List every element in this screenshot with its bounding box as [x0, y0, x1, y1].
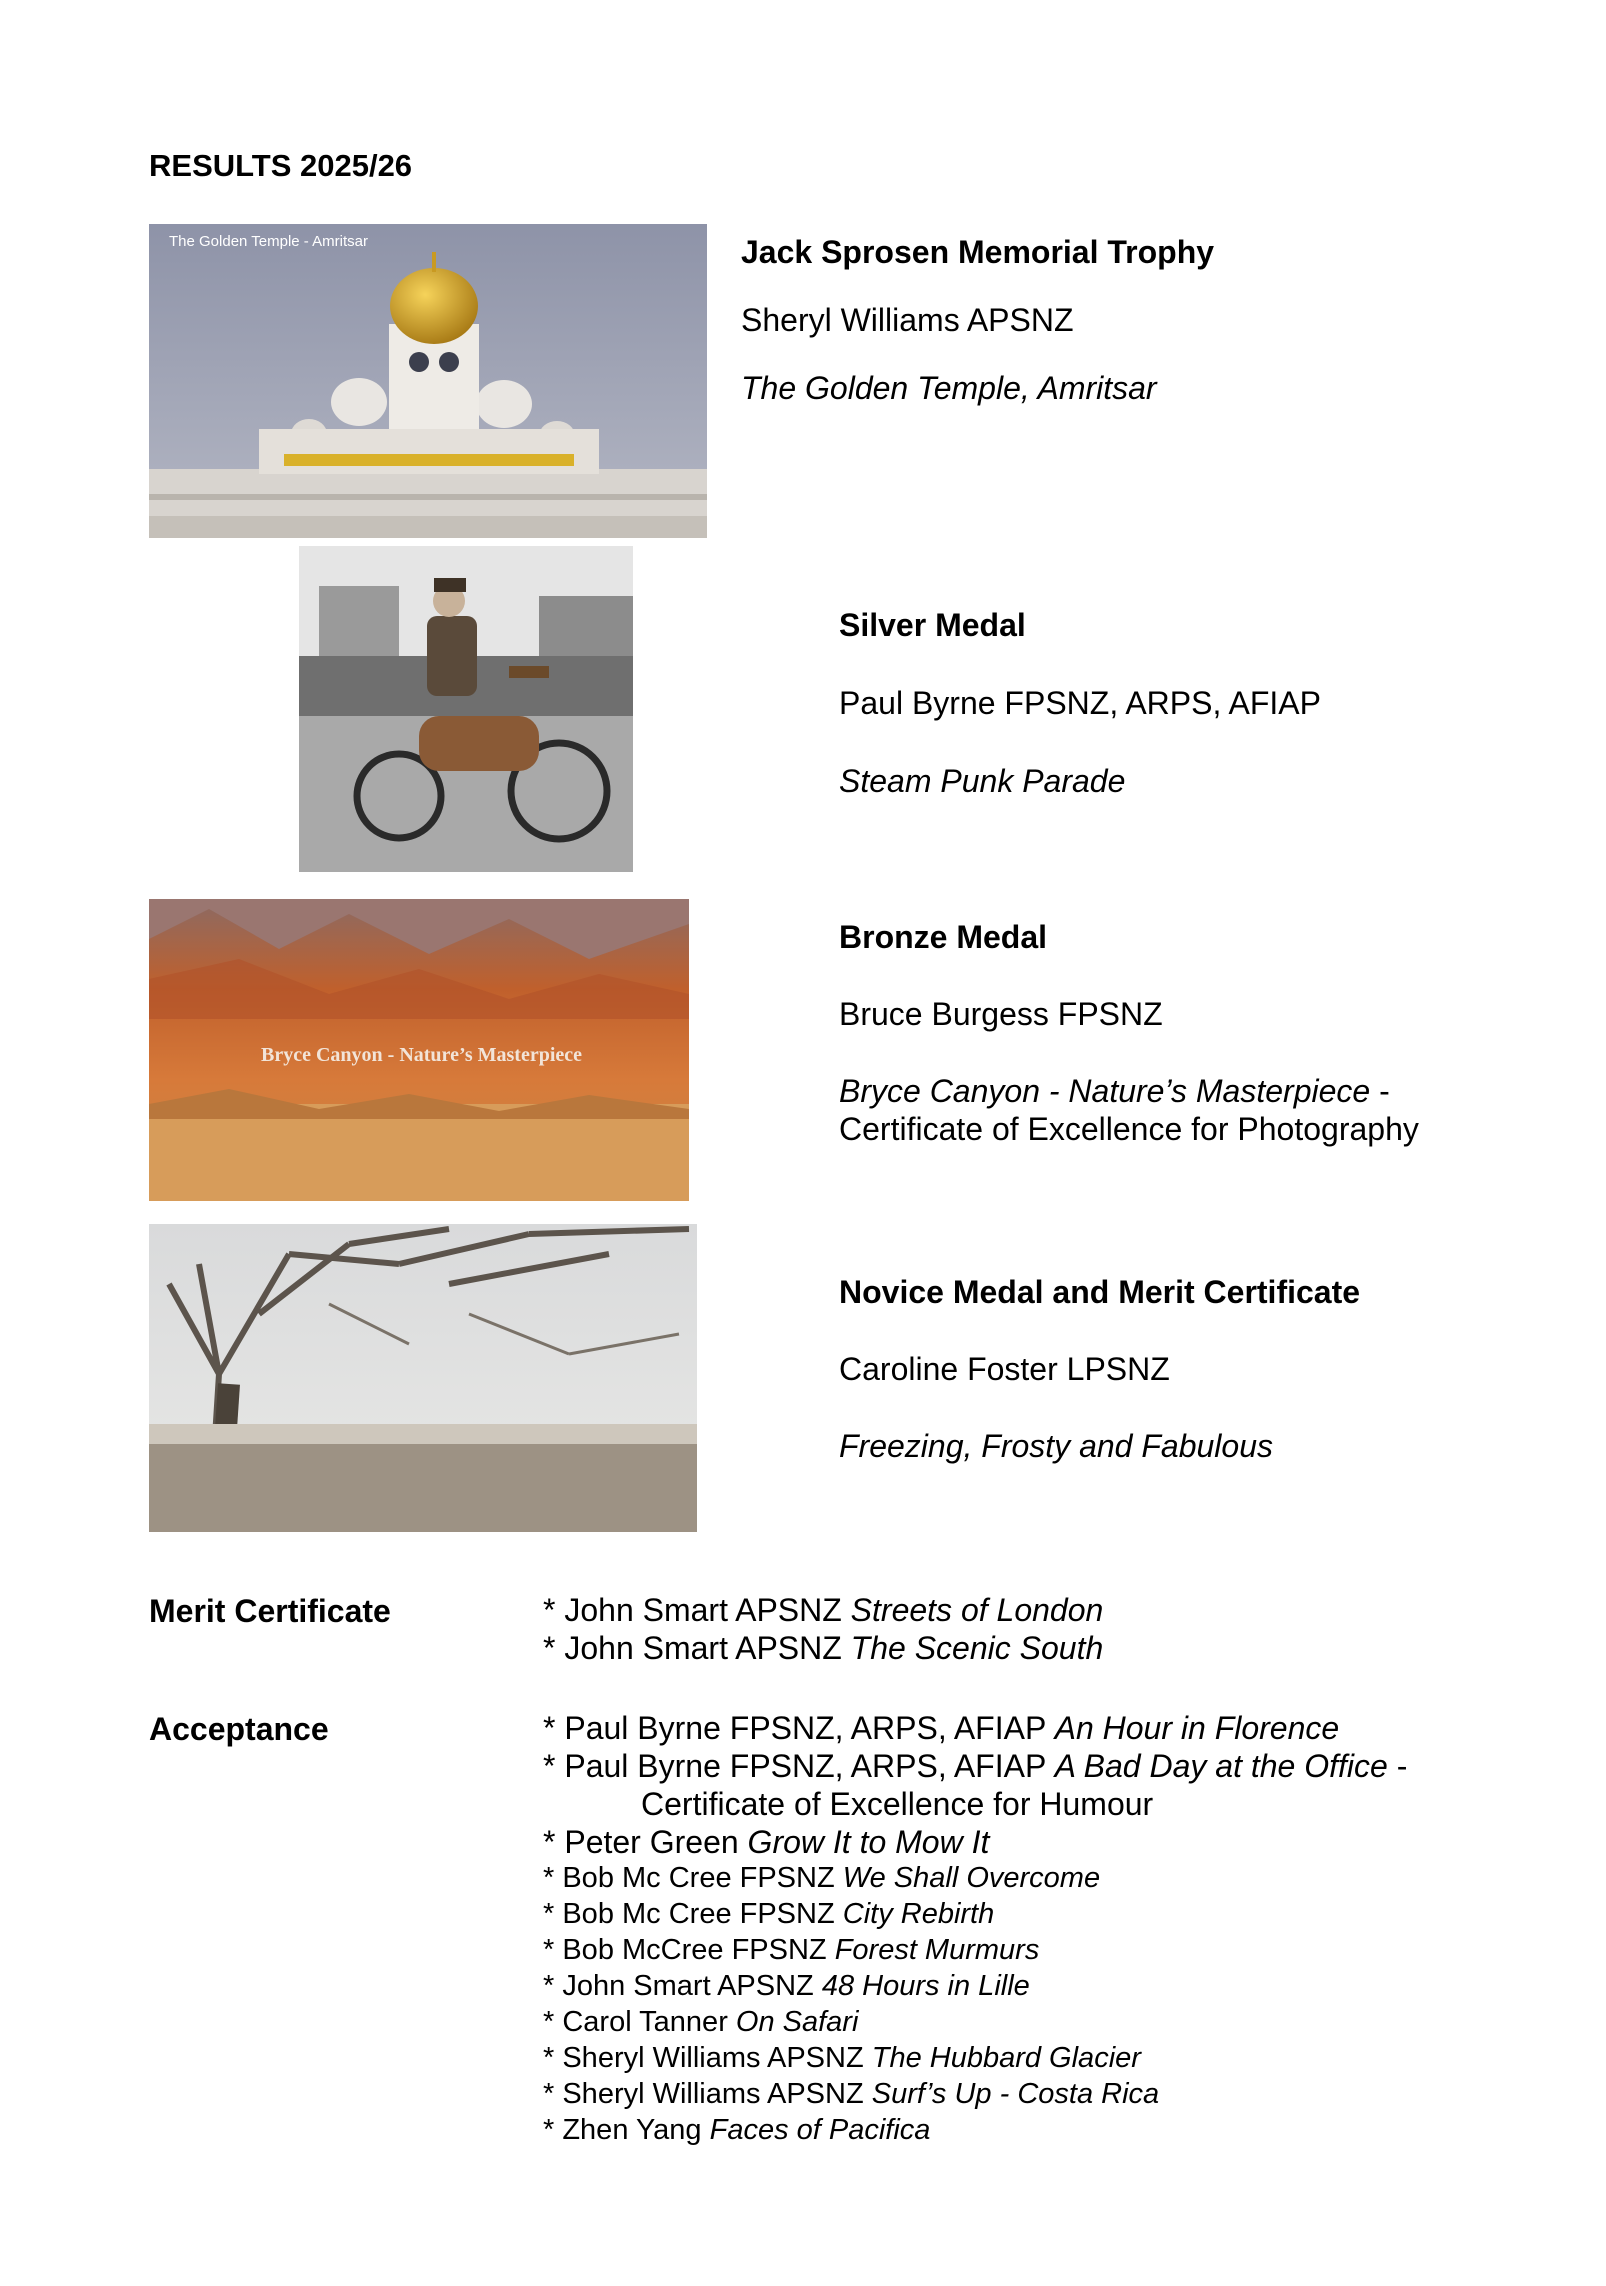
merit-label: Merit Certificate	[149, 1593, 391, 1629]
award-work-bronze-dash: -	[1370, 1073, 1390, 1109]
award-author-jack-sprosen: Sheryl Williams APSNZ	[741, 302, 1074, 338]
merit-list	[543, 1591, 1103, 1667]
entry-author: * Sheryl Williams APSNZ	[543, 2042, 872, 2074]
award-heading-bronze: Bronze Medal	[839, 919, 1048, 955]
entry-author: * Zhen Yang	[543, 2114, 710, 2146]
award-work-novice: Freezing, Frosty and Fabulous	[839, 1428, 1273, 1464]
award-author-silver: Paul Byrne FPSNZ, ARPS, AFIAP	[839, 685, 1321, 721]
acceptance-entry	[543, 2040, 1159, 2076]
award-heading-novice: Novice Medal and Merit Certificate	[839, 1274, 1361, 1310]
entry-title: A Bad Day at the Office	[1054, 1748, 1388, 1784]
acceptance-list-small	[543, 1860, 1159, 2148]
acceptance-entry-note: Certificate of Excellence for Humour	[641, 1786, 1154, 1822]
entry-title: Faces of Pacifica	[709, 2114, 931, 2146]
merit-entry	[543, 1629, 1103, 1667]
award-heading-silver: Silver Medal	[839, 607, 1026, 643]
award-work-bronze-title: Bryce Canyon - Nature’s Masterpiece	[839, 1073, 1371, 1109]
acceptance-entry	[543, 2076, 1159, 2112]
entry-title: Grow It to Mow It	[747, 1824, 990, 1860]
entry-author: * Peter Green	[543, 1824, 748, 1860]
entry-dash: -	[1387, 1748, 1408, 1784]
entry-title: On Safari	[735, 2006, 859, 2038]
frosty-tree-photo	[149, 1224, 697, 1532]
bryce-canyon-caption: Bryce Canyon - Nature’s Masterpiece	[261, 1044, 583, 1066]
merit-entry	[543, 1591, 1103, 1629]
award-work-silver: Steam Punk Parade	[839, 763, 1126, 799]
award-work-jack-sprosen: The Golden Temple, Amritsar	[741, 370, 1157, 406]
golden-temple-photo	[149, 224, 707, 538]
entry-title: Forest Murmurs	[834, 1934, 1040, 1966]
entry-author: * Bob Mc Cree FPSNZ	[543, 1898, 843, 1930]
acceptance-entry	[543, 2004, 1159, 2040]
acceptance-entry	[543, 1860, 1159, 1896]
entry-title: An Hour in Florence	[1054, 1710, 1340, 1746]
acceptance-entry	[543, 1823, 1407, 1861]
entry-title: The Hubbard Glacier	[871, 2042, 1141, 2074]
entry-title: City Rebirth	[842, 1898, 995, 1930]
entry-author: * Bob Mc Cree FPSNZ	[543, 1862, 843, 1894]
award-author-bronze: Bruce Burgess FPSNZ	[839, 996, 1163, 1032]
award-author-novice: Caroline Foster LPSNZ	[839, 1351, 1170, 1387]
acceptance-entry	[543, 1932, 1159, 1968]
entry-title: The Scenic South	[850, 1630, 1104, 1666]
entry-author: * Bob McCree FPSNZ	[543, 1934, 835, 1966]
acceptance-entry	[543, 1709, 1407, 1747]
acceptance-entry	[543, 1747, 1407, 1785]
entry-author: * John Smart APSNZ	[543, 1630, 851, 1666]
acceptance-entry	[543, 1968, 1159, 2004]
entry-author: * Carol Tanner	[543, 2006, 736, 2038]
entry-author: * Sheryl Williams APSNZ	[543, 2078, 872, 2110]
page-title: RESULTS 2025/26	[149, 148, 413, 183]
entry-title: We Shall Overcome	[842, 1862, 1101, 1894]
entry-author: * Paul Byrne FPSNZ, ARPS, AFIAP	[543, 1748, 1055, 1784]
acceptance-entry	[543, 1896, 1159, 1932]
entry-author: * John Smart APSNZ	[543, 1592, 851, 1628]
golden-temple-caption: The Golden Temple - Amritsar	[169, 233, 368, 250]
entry-author: * John Smart APSNZ	[543, 1970, 822, 2002]
acceptance-list-large	[543, 1709, 1407, 1861]
entry-title: Surf’s Up - Costa Rica	[871, 2078, 1160, 2110]
entry-author: * Paul Byrne FPSNZ, ARPS, AFIAP	[543, 1710, 1055, 1746]
steam-punk-photo	[299, 546, 633, 872]
award-work-bronze	[839, 1072, 1390, 1110]
award-heading-jack-sprosen: Jack Sprosen Memorial Trophy	[741, 234, 1215, 270]
award-note-bronze: Certificate of Excellence for Photography	[839, 1111, 1419, 1147]
acceptance-label: Acceptance	[149, 1711, 329, 1747]
entry-title: 48 Hours in Lille	[821, 1970, 1030, 2002]
entry-title: Streets of London	[850, 1592, 1104, 1628]
bryce-canyon-photo	[149, 899, 689, 1201]
acceptance-entry	[543, 2112, 1159, 2148]
